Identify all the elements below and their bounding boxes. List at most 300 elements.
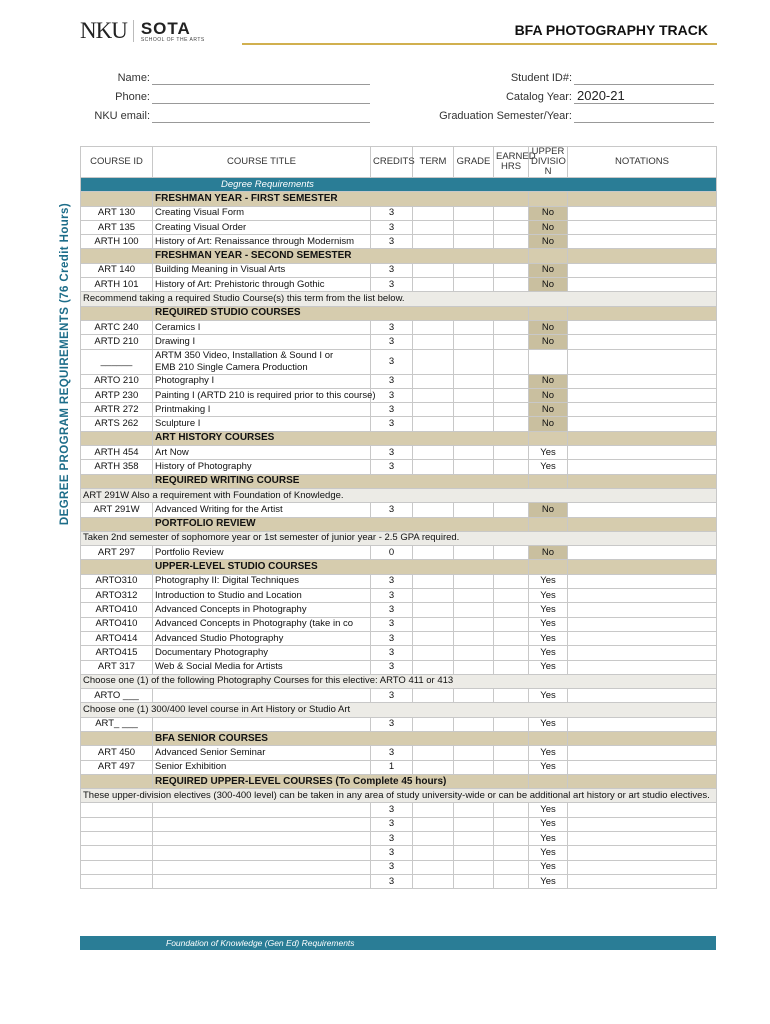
header-earned-hrs: EARNED HRS [494, 147, 529, 178]
course-row [81, 646, 717, 660]
notations-cell[interactable] [568, 235, 717, 249]
grade-cell[interactable] [454, 846, 494, 860]
term-cell[interactable] [413, 446, 454, 460]
course-id: ARTO414 [81, 631, 153, 645]
course-credits: 3 [371, 617, 413, 631]
notations-cell[interactable] [568, 220, 717, 234]
table-header-row [81, 147, 717, 178]
term-cell[interactable] [413, 349, 454, 374]
section-blank [529, 517, 568, 531]
course-credits: 3 [371, 803, 413, 817]
section-title: REQUIRED UPPER-LEVEL COURSES (To Complete 45 hours) [153, 774, 529, 788]
upper-division-cell: No [529, 546, 568, 560]
course-option-2: EMB 210 Single Camera Production [155, 361, 308, 373]
earned-hrs-cell[interactable] [494, 388, 529, 402]
upper-division-cell: No [529, 374, 568, 388]
course-id: ARTH 100 [81, 235, 153, 249]
earned-hrs-cell[interactable] [494, 220, 529, 234]
section-blank [529, 306, 568, 320]
course-id: ______ [81, 349, 153, 374]
note-text: These upper-division electives (300-400 level) can be taken in any area of study university-wide or can be additional art history or art studio electives. [81, 789, 717, 803]
course-row [81, 874, 717, 888]
course-credits: 0 [371, 546, 413, 560]
section-blank [81, 560, 153, 574]
course-title[interactable] [153, 717, 371, 731]
term-cell[interactable] [413, 689, 454, 703]
course-title[interactable] [153, 874, 371, 888]
upper-division-cell: No [529, 235, 568, 249]
course-credits: 3 [371, 817, 413, 831]
course-title: Documentary Photography [153, 646, 371, 660]
phone-field[interactable] [152, 103, 370, 104]
sidebar-label-text: DEGREE PROGRAM REQUIREMENTS (76 Credit Hours) [59, 202, 71, 526]
term-cell[interactable] [413, 860, 454, 874]
course-id[interactable] [81, 803, 153, 817]
term-cell[interactable] [413, 263, 454, 277]
course-id: ART_ ___ [81, 717, 153, 731]
term-cell[interactable] [413, 220, 454, 234]
term-cell[interactable] [413, 832, 454, 846]
course-credits: 3 [371, 746, 413, 760]
upper-division-cell: Yes [529, 603, 568, 617]
course-id: ARTH 358 [81, 460, 153, 474]
grade-cell[interactable] [454, 446, 494, 460]
grade-cell[interactable] [454, 860, 494, 874]
section-blank [568, 249, 717, 263]
course-credits: 3 [371, 220, 413, 234]
section-header-row [81, 731, 717, 745]
notations-cell[interactable] [568, 446, 717, 460]
earned-hrs-cell[interactable] [494, 574, 529, 588]
upper-division-cell: Yes [529, 460, 568, 474]
course-id: ARTO415 [81, 646, 153, 660]
earned-hrs-cell[interactable] [494, 860, 529, 874]
course-row [81, 403, 717, 417]
section-header-row [81, 306, 717, 320]
course-title[interactable] [153, 689, 371, 703]
course-title: Web & Social Media for Artists [153, 660, 371, 674]
course-row [81, 206, 717, 220]
course-credits: 3 [371, 235, 413, 249]
earned-hrs-cell[interactable] [494, 417, 529, 431]
header-notations: NOTATIONS [568, 147, 717, 178]
grade-cell[interactable] [454, 263, 494, 277]
notations-cell[interactable] [568, 746, 717, 760]
student-id-label: Student ID#: [510, 72, 572, 84]
course-title[interactable] [153, 803, 371, 817]
earned-hrs-cell[interactable] [494, 631, 529, 645]
notations-cell[interactable] [568, 631, 717, 645]
name-field[interactable] [152, 84, 370, 85]
grade-cell[interactable] [454, 460, 494, 474]
upper-division-cell: No [529, 417, 568, 431]
notations-cell[interactable] [568, 263, 717, 277]
notations-cell[interactable] [568, 589, 717, 603]
course-credits: 3 [371, 388, 413, 402]
grade-cell[interactable] [454, 760, 494, 774]
notations-cell[interactable] [568, 803, 717, 817]
upper-division-cell: Yes [529, 846, 568, 860]
course-title: Drawing I [153, 335, 371, 349]
course-id[interactable] [81, 817, 153, 831]
course-id: ARTO410 [81, 603, 153, 617]
upper-division-cell: Yes [529, 689, 568, 703]
phone-label: Phone: [115, 91, 150, 103]
earned-hrs-cell[interactable] [494, 832, 529, 846]
course-title: Advanced Studio Photography [153, 631, 371, 645]
earned-hrs-cell[interactable] [494, 817, 529, 831]
term-cell[interactable] [413, 388, 454, 402]
grade-cell[interactable] [454, 349, 494, 374]
section-blank [81, 474, 153, 488]
grade-cell[interactable] [454, 335, 494, 349]
notations-cell[interactable] [568, 460, 717, 474]
notations-cell[interactable] [568, 832, 717, 846]
section-title: REQUIRED STUDIO COURSES [153, 306, 529, 320]
section-header-row [81, 774, 717, 788]
section-blank [568, 192, 717, 206]
notations-cell[interactable] [568, 388, 717, 402]
term-cell[interactable] [413, 235, 454, 249]
course-credits: 3 [371, 874, 413, 888]
earned-hrs-cell[interactable] [494, 617, 529, 631]
notations-cell[interactable] [568, 646, 717, 660]
notations-cell[interactable] [568, 874, 717, 888]
term-cell[interactable] [413, 206, 454, 220]
earned-hrs-cell[interactable] [494, 589, 529, 603]
notations-cell[interactable] [568, 417, 717, 431]
notations-cell[interactable] [568, 320, 717, 334]
course-row [81, 631, 717, 645]
course-title: Senior Exhibition [153, 760, 371, 774]
earned-hrs-cell[interactable] [494, 689, 529, 703]
note-text: Recommend taking a required Studio Course(s) this term from the list below. [81, 292, 717, 306]
course-credits: 3 [371, 263, 413, 277]
earned-hrs-cell[interactable] [494, 235, 529, 249]
term-cell[interactable] [413, 320, 454, 334]
grade-cell[interactable] [454, 388, 494, 402]
grade-cell[interactable] [454, 546, 494, 560]
course-credits: 3 [371, 631, 413, 645]
course-id[interactable] [81, 874, 153, 888]
upper-division-cell: Yes [529, 860, 568, 874]
email-label: NKU email: [94, 110, 150, 122]
band-label: Degree Requirements [81, 178, 717, 192]
course-row [81, 803, 717, 817]
course-id[interactable] [81, 832, 153, 846]
notations-cell[interactable] [568, 860, 717, 874]
upper-division-cell: Yes [529, 760, 568, 774]
upper-division-cell: Yes [529, 717, 568, 731]
grade-cell[interactable] [454, 589, 494, 603]
term-cell[interactable] [413, 335, 454, 349]
course-row [81, 546, 717, 560]
term-cell[interactable] [413, 546, 454, 560]
course-row [81, 860, 717, 874]
grade-cell[interactable] [454, 220, 494, 234]
section-blank [81, 192, 153, 206]
term-cell[interactable] [413, 746, 454, 760]
course-row [81, 660, 717, 674]
grade-cell[interactable] [454, 617, 494, 631]
course-title[interactable] [153, 846, 371, 860]
grade-cell[interactable] [454, 206, 494, 220]
earned-hrs-cell[interactable] [494, 460, 529, 474]
course-row [81, 320, 717, 334]
course-credits: 3 [371, 374, 413, 388]
earned-hrs-cell[interactable] [494, 646, 529, 660]
course-row [81, 388, 717, 402]
course-title: Painting I (ARTD 210 is required prior to this course) [153, 388, 371, 402]
grade-cell[interactable] [454, 503, 494, 517]
earned-hrs-cell[interactable] [494, 320, 529, 334]
term-cell[interactable] [413, 417, 454, 431]
earned-hrs-cell[interactable] [494, 874, 529, 888]
earned-hrs-cell[interactable] [494, 546, 529, 560]
course-id: ART 317 [81, 660, 153, 674]
title-underline [242, 43, 717, 45]
course-credits: 3 [371, 403, 413, 417]
term-cell[interactable] [413, 846, 454, 860]
grade-cell[interactable] [454, 660, 494, 674]
course-credits: 3 [371, 660, 413, 674]
course-title: Printmaking I [153, 403, 371, 417]
course-title[interactable] [153, 817, 371, 831]
graduation-label: Graduation Semester/Year: [439, 110, 572, 122]
course-row [81, 717, 717, 731]
note-text: ART 291W Also a requirement with Foundation of Knowledge. [81, 488, 717, 502]
course-title: Introduction to Studio and Location [153, 589, 371, 603]
grade-cell[interactable] [454, 874, 494, 888]
foundation-band-label: Foundation of Knowledge (Gen Ed) Requirements [166, 938, 355, 948]
earned-hrs-cell[interactable] [494, 349, 529, 374]
note-row [81, 674, 717, 688]
section-blank [529, 474, 568, 488]
course-title[interactable] [153, 860, 371, 874]
grade-cell[interactable] [454, 817, 494, 831]
course-row [81, 689, 717, 703]
grade-cell[interactable] [454, 646, 494, 660]
course-title: History of Art: Prehistoric through Gothic [153, 278, 371, 292]
grade-cell[interactable] [454, 374, 494, 388]
upper-division-cell: Yes [529, 803, 568, 817]
notations-cell[interactable] [568, 349, 717, 374]
note-row [81, 703, 717, 717]
section-blank [529, 774, 568, 788]
term-cell[interactable] [413, 403, 454, 417]
notations-cell[interactable] [568, 403, 717, 417]
term-cell[interactable] [413, 603, 454, 617]
term-cell[interactable] [413, 460, 454, 474]
section-blank [529, 431, 568, 445]
notations-cell[interactable] [568, 574, 717, 588]
term-cell[interactable] [413, 374, 454, 388]
section-title: ART HISTORY COURSES [153, 431, 529, 445]
course-title[interactable] [153, 832, 371, 846]
term-cell[interactable] [413, 646, 454, 660]
notations-cell[interactable] [568, 603, 717, 617]
course-id: ARTO ___ [81, 689, 153, 703]
course-row [81, 220, 717, 234]
course-credits: 3 [371, 646, 413, 660]
course-credits: 3 [371, 460, 413, 474]
notations-cell[interactable] [568, 617, 717, 631]
course-row [81, 574, 717, 588]
grade-cell[interactable] [454, 403, 494, 417]
notations-cell[interactable] [568, 760, 717, 774]
note-text: Choose one (1) of the following Photography Courses for this elective: ARTO 411 or 413 [81, 674, 717, 688]
term-cell[interactable] [413, 660, 454, 674]
course-title: Portfolio Review [153, 546, 371, 560]
notations-cell[interactable] [568, 546, 717, 560]
section-blank [568, 560, 717, 574]
grade-cell[interactable] [454, 832, 494, 846]
earned-hrs-cell[interactable] [494, 403, 529, 417]
notations-cell[interactable] [568, 689, 717, 703]
earned-hrs-cell[interactable] [494, 374, 529, 388]
earned-hrs-cell[interactable] [494, 263, 529, 277]
grade-cell[interactable] [454, 574, 494, 588]
notations-cell[interactable] [568, 846, 717, 860]
section-title: UPPER-LEVEL STUDIO COURSES [153, 560, 529, 574]
upper-division-cell: Yes [529, 646, 568, 660]
section-header-row [81, 517, 717, 531]
course-row [81, 589, 717, 603]
course-id: ARTC 240 [81, 320, 153, 334]
course-id[interactable] [81, 846, 153, 860]
notations-cell[interactable] [568, 717, 717, 731]
earned-hrs-cell[interactable] [494, 803, 529, 817]
notations-cell[interactable] [568, 660, 717, 674]
earned-hrs-cell[interactable] [494, 278, 529, 292]
earned-hrs-cell[interactable] [494, 603, 529, 617]
grade-cell[interactable] [454, 803, 494, 817]
upper-division-cell: No [529, 278, 568, 292]
grade-cell[interactable] [454, 417, 494, 431]
section-blank [568, 474, 717, 488]
earned-hrs-cell[interactable] [494, 760, 529, 774]
grade-cell[interactable] [454, 631, 494, 645]
term-cell[interactable] [413, 589, 454, 603]
course-credits: 1 [371, 760, 413, 774]
course-credits: 3 [371, 320, 413, 334]
grade-cell[interactable] [454, 717, 494, 731]
grade-cell[interactable] [454, 603, 494, 617]
course-title: Advanced Writing for the Artist [153, 503, 371, 517]
note-text: Choose one (1) 300/400 level course in Art History or Studio Art [81, 703, 717, 717]
term-cell[interactable] [413, 817, 454, 831]
earned-hrs-cell[interactable] [494, 660, 529, 674]
course-credits: 3 [371, 574, 413, 588]
section-blank [81, 249, 153, 263]
earned-hrs-cell[interactable] [494, 746, 529, 760]
section-header-row [81, 474, 717, 488]
upper-division-cell: Yes [529, 660, 568, 674]
grade-cell[interactable] [454, 689, 494, 703]
upper-division-cell: Yes [529, 746, 568, 760]
course-title: Creating Visual Order [153, 220, 371, 234]
earned-hrs-cell[interactable] [494, 446, 529, 460]
notations-cell[interactable] [568, 335, 717, 349]
section-header-row [81, 560, 717, 574]
logo-sota-text: SOTA [140, 18, 191, 38]
catalog-year-value: 2020-21 [577, 88, 625, 103]
term-cell[interactable] [413, 717, 454, 731]
earned-hrs-cell[interactable] [494, 503, 529, 517]
notations-cell[interactable] [568, 206, 717, 220]
term-cell[interactable] [413, 574, 454, 588]
course-id: ART 450 [81, 746, 153, 760]
term-cell[interactable] [413, 631, 454, 645]
earned-hrs-cell[interactable] [494, 846, 529, 860]
grade-cell[interactable] [454, 235, 494, 249]
upper-division-cell: No [529, 206, 568, 220]
notations-cell[interactable] [568, 278, 717, 292]
upper-division-cell: Yes [529, 832, 568, 846]
upper-division-cell: Yes [529, 617, 568, 631]
term-cell[interactable] [413, 803, 454, 817]
course-id: ARTO 210 [81, 374, 153, 388]
email-field[interactable] [152, 122, 370, 123]
section-title: FRESHMAN YEAR - SECOND SEMESTER [153, 249, 529, 263]
notations-cell[interactable] [568, 817, 717, 831]
term-cell[interactable] [413, 503, 454, 517]
notations-cell[interactable] [568, 374, 717, 388]
student-id-field[interactable] [574, 84, 714, 85]
course-id: ARTR 272 [81, 403, 153, 417]
upper-division-cell: Yes [529, 589, 568, 603]
header-grade: GRADE [454, 147, 494, 178]
upper-division-cell: No [529, 503, 568, 517]
section-blank [529, 731, 568, 745]
course-id[interactable] [81, 860, 153, 874]
term-cell[interactable] [413, 278, 454, 292]
course-credits: 3 [371, 717, 413, 731]
course-id: ART 297 [81, 546, 153, 560]
catalog-year-field[interactable] [574, 103, 714, 104]
section-blank [568, 306, 717, 320]
section-blank [81, 306, 153, 320]
earned-hrs-cell[interactable] [494, 335, 529, 349]
degree-requirements-band [81, 178, 717, 192]
term-cell[interactable] [413, 874, 454, 888]
earned-hrs-cell[interactable] [494, 717, 529, 731]
logo-divider [133, 20, 134, 42]
term-cell[interactable] [413, 760, 454, 774]
term-cell[interactable] [413, 617, 454, 631]
upper-division-cell: No [529, 388, 568, 402]
course-id: ART 135 [81, 220, 153, 234]
section-blank [81, 774, 153, 788]
graduation-field[interactable] [574, 122, 714, 123]
earned-hrs-cell[interactable] [494, 206, 529, 220]
course-id: ARTH 454 [81, 446, 153, 460]
grade-cell[interactable] [454, 278, 494, 292]
logo-sota-block [141, 20, 205, 43]
course-row [81, 603, 717, 617]
course-credits: 3 [371, 417, 413, 431]
course-credits: 3 [371, 278, 413, 292]
course-credits: 3 [371, 446, 413, 460]
course-title: Advanced Concepts in Photography [153, 603, 371, 617]
course-title: Photography II: Digital Techniques [153, 574, 371, 588]
course-row [81, 235, 717, 249]
notations-cell[interactable] [568, 503, 717, 517]
grade-cell[interactable] [454, 320, 494, 334]
course-credits: 3 [371, 603, 413, 617]
course-title: Photography I [153, 374, 371, 388]
grade-cell[interactable] [454, 746, 494, 760]
